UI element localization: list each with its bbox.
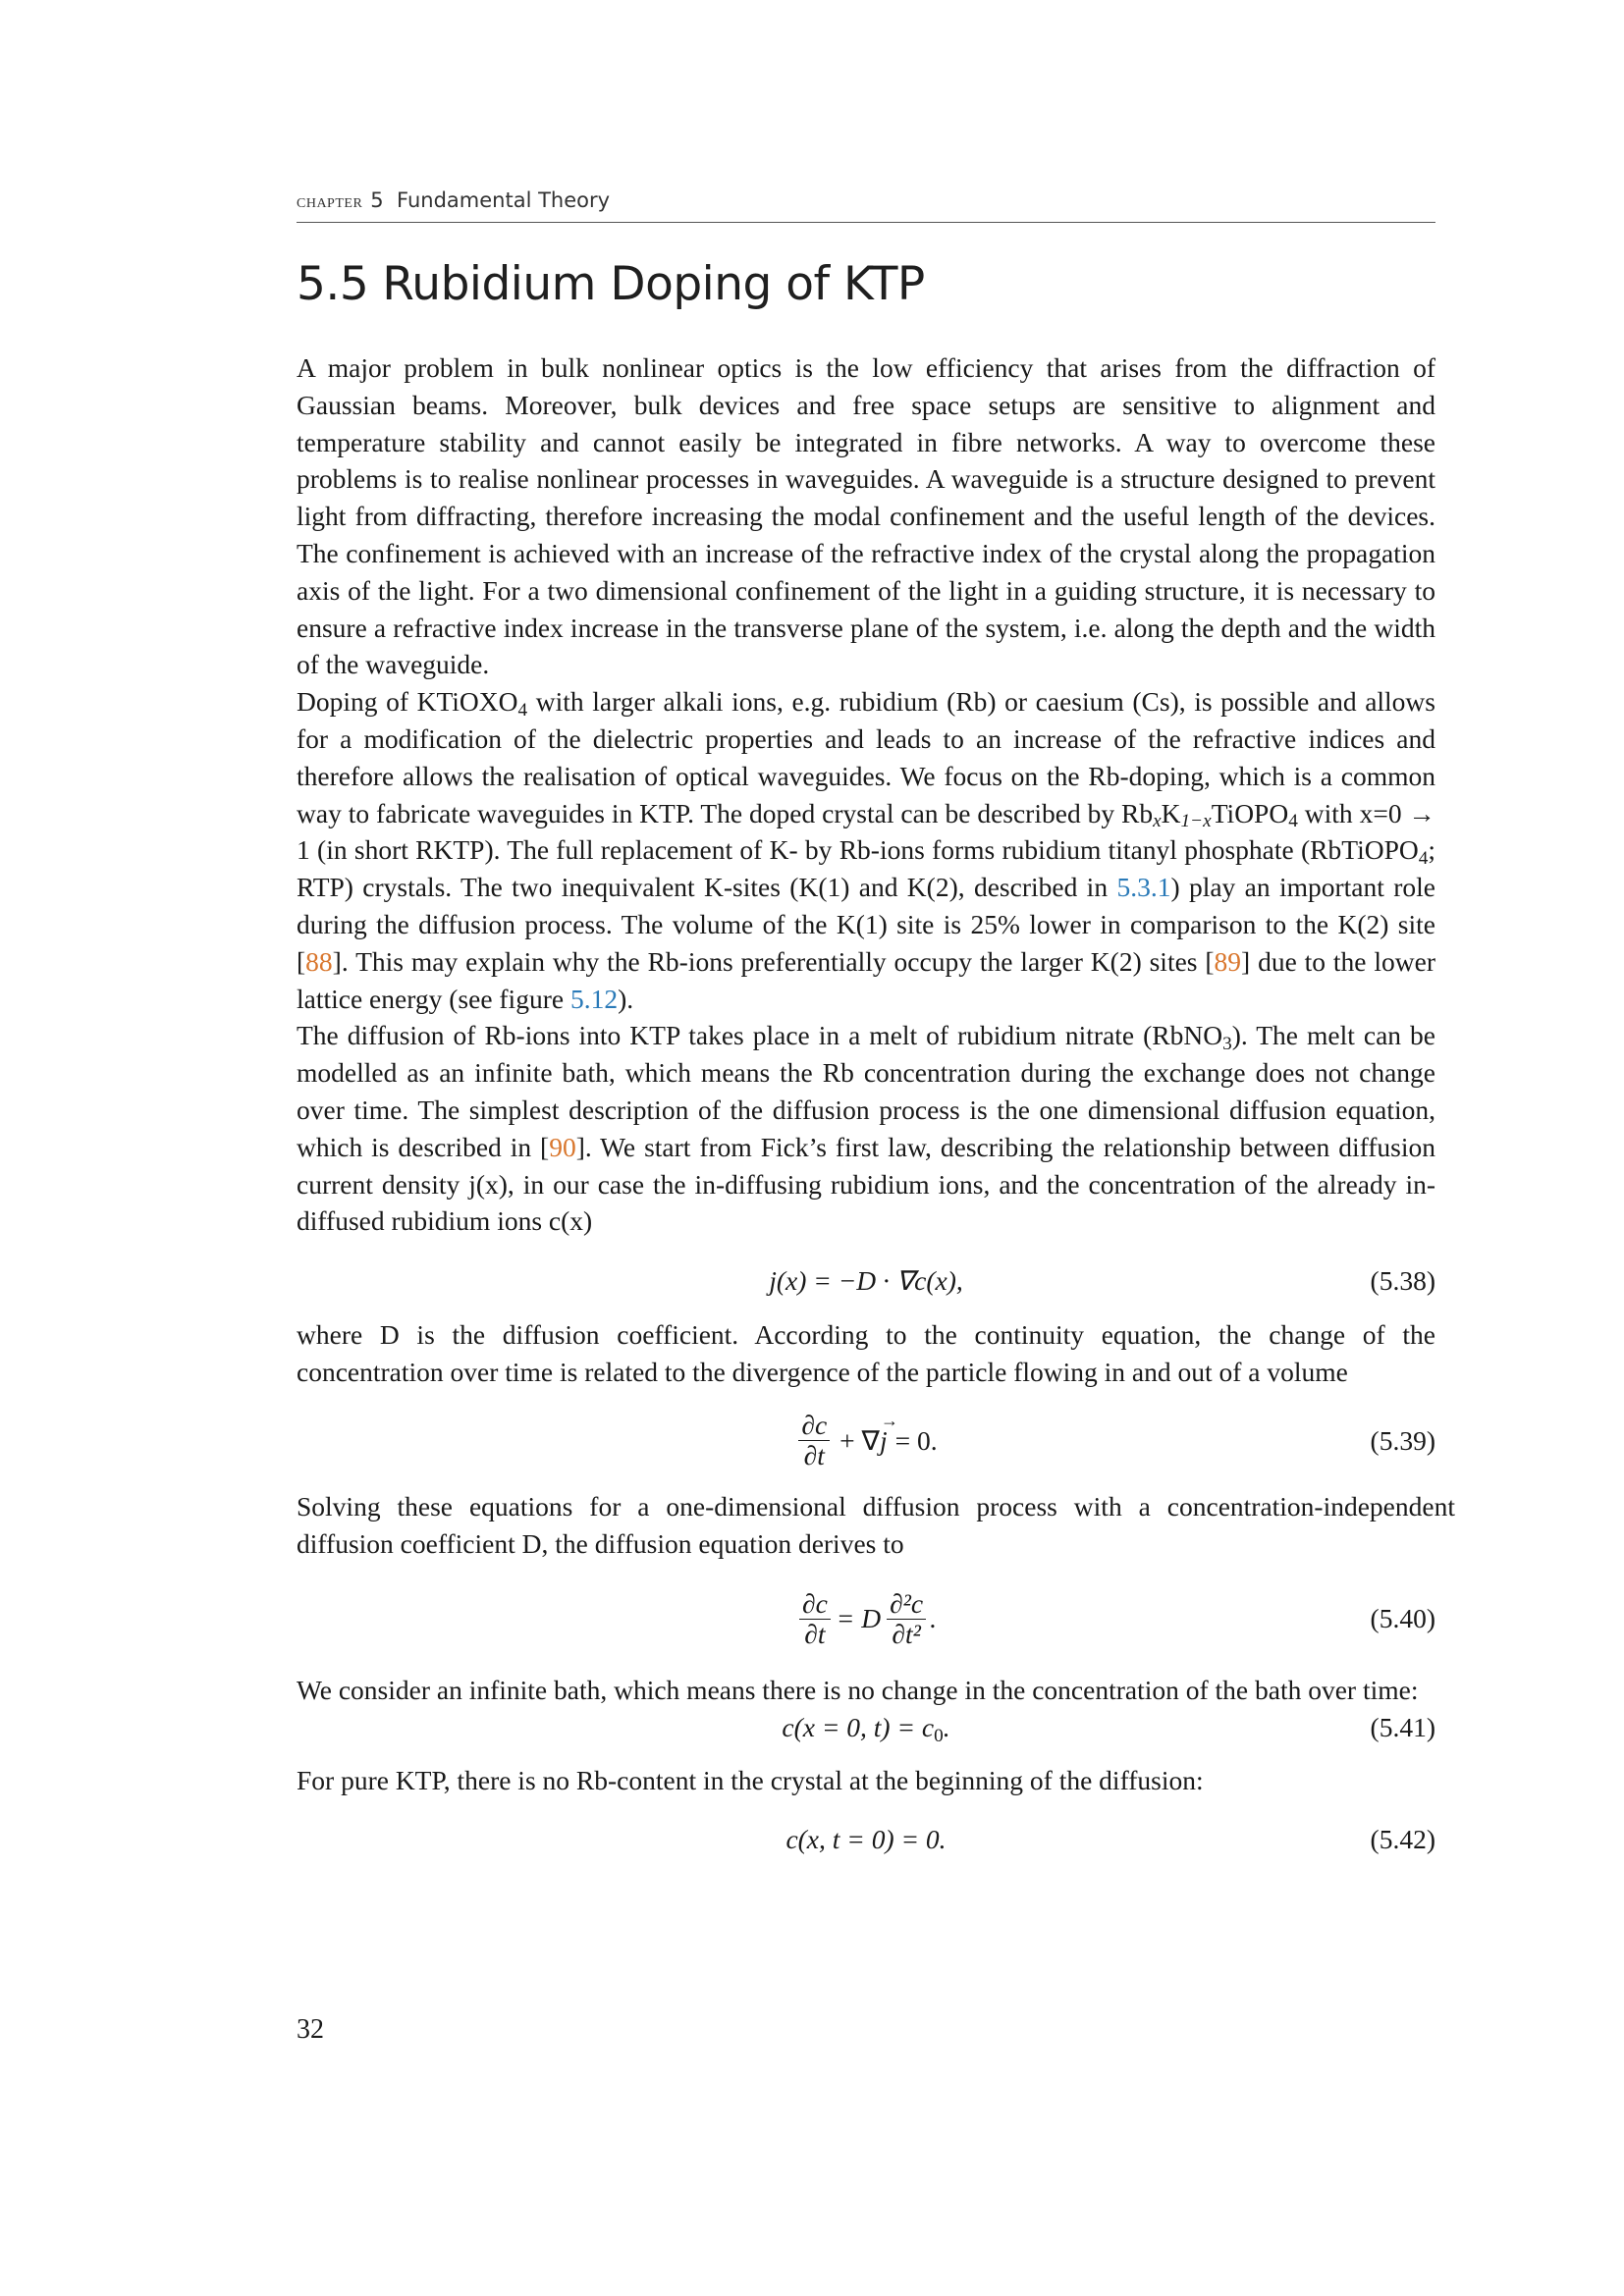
figure-ref-link[interactable]: 5.12 (569, 983, 619, 1014)
subscript: 4 (1288, 811, 1298, 832)
paragraph-7: For pure KTP, there is no Rb-content in the crystal at the beginning of the diffusion: (297, 1765, 1204, 1796)
equation-number: (5.41) (1370, 1712, 1435, 1743)
equation-number: (5.42) (1370, 1824, 1435, 1855)
fraction-numerator: ∂²c (887, 1589, 926, 1620)
running-header (297, 188, 1435, 223)
citation-link[interactable]: 88 (305, 945, 333, 977)
fraction (887, 1589, 926, 1649)
fraction (798, 1411, 830, 1470)
text-run: K (1161, 797, 1181, 828)
text-run: ] due to the lower lattice energy (see figure (297, 945, 1435, 1014)
paragraph-4: where D is the diffusion coefficient. According to the continuity equation, the change of the concentration over time is related to the divergence of the particle flowing in and out of a volume (297, 1319, 1435, 1387)
subscript: 4 (517, 699, 528, 721)
fraction-denominator: ∂t (803, 1440, 825, 1471)
equation-5-42 (297, 1815, 1435, 1864)
text-run: ; RTP) crystals. The two inequivalent K-sites (K(1) and K(2), described in (297, 834, 1435, 903)
operator: = D (836, 1603, 882, 1634)
chapter-number: 5 (370, 188, 384, 212)
equation-5-40 (297, 1577, 1435, 1660)
equation-body (795, 1589, 937, 1649)
text-run: ). (618, 983, 634, 1014)
fraction-numerator: ∂c (798, 1411, 830, 1441)
equation-body: j(x) = −D · ∇c(x), (769, 1265, 963, 1297)
citation-link[interactable]: 89 (1214, 945, 1242, 977)
fraction-numerator: ∂c (799, 1589, 831, 1620)
equation-body: c(x, t = 0) = 0. (785, 1824, 947, 1854)
section-number: 5.5 (297, 257, 369, 311)
equation-number: (5.39) (1370, 1424, 1435, 1456)
chapter-title: Fundamental Theory (397, 188, 611, 212)
fraction-denominator: ∂t (804, 1618, 826, 1649)
subscript: 4 (1418, 848, 1429, 870)
citation-link[interactable]: 90 (549, 1131, 576, 1162)
text-run: ]. We start from Fick’s first law, describing the relationship between diffusion current density j(x), in our case the in-diffusing rubidium ions, and the concentration of the already in-diffused rubidium ions c(x) (297, 1131, 1435, 1237)
text-run: ) play an important role during the diffusion process. The volume of the K(1) site is 25% lower in comparison to the K(2) site [ (297, 872, 1436, 977)
equation-text: c(x = 0, t) = c (782, 1712, 935, 1743)
equation-5-41 (297, 1709, 1435, 1746)
text-run: Doping of KTiOXO (297, 686, 518, 718)
subscript: 3 (1222, 1034, 1232, 1055)
operator: . (930, 1603, 937, 1634)
operator: + ∇ (839, 1424, 880, 1456)
fraction (799, 1589, 831, 1649)
text-run: TiOPO (1211, 797, 1289, 828)
body-text (297, 349, 1455, 1864)
equation-body (794, 1411, 937, 1470)
text-run: ). The melt can be modelled as an infinite bath, which means the Rb concentration during the exchange does not change over time. The simplest description of the diffusion process is the one dimensional diffusion equation, which is described in [ (297, 1020, 1435, 1162)
page-number: 32 (297, 2014, 324, 2045)
equation-5-38 (297, 1256, 1435, 1306)
text-run: with x=0 → 1 (in short RKTP). The full replacement of K- by Rb-ions forms rubidium titanyl phosphate (RbTiOPO (297, 797, 1435, 866)
chapter-word: chapter (297, 190, 363, 212)
equation-number: (5.38) (1370, 1265, 1435, 1297)
paragraph-3 (297, 1017, 1435, 1240)
equation-number: (5.40) (1370, 1603, 1435, 1634)
paper-page (297, 0, 1455, 2296)
text-run: ]. This may explain why the Rb-ions preferentially occupy the larger K(2) sites [ (332, 945, 1215, 977)
operator: . (943, 1712, 950, 1743)
paragraph-5: Solving these equations for a one-dimensional diffusion process with a concentration-independent diffusion coefficient D, the diffusion equation derives to (297, 1490, 1455, 1559)
subscript: 1−x (1180, 811, 1212, 832)
paragraph-1: A major problem in bulk nonlinear optics is the low efficiency that arises from the diffraction of Gaussian beams. Moreover, bulk devices and free space setups are sensitive to alignment and temperature stability and cannot easily be integrated in fibre networks. A way to overcome these problems is to realise nonlinear processes in waveguides. A waveguide is a structure designed to prevent light from diffracting, therefore increasing the modal confinement and the useful length of the devices. The confinement is achieved with an increase of the refractive index of the crystal along the propagation axis of the light. For a two dimensional confinement of the light in a guiding structure, it is necessary to ensure a refractive index increase in the transverse plane of the system, i.e. along the depth and the width of the waveguide. (297, 352, 1435, 680)
paragraph-2 (297, 683, 1435, 1017)
section-title: Rubidium Doping of KTP (382, 257, 925, 311)
subscript: x (1153, 811, 1162, 832)
fraction-denominator: ∂t² (892, 1618, 921, 1649)
equation-5-39 (297, 1402, 1435, 1480)
text-run: The diffusion of Rb-ions into KTP takes place in a melt of rubidium nitrate (RbNO (297, 1020, 1223, 1051)
paragraph-6: We consider an infinite bath, which means there is no change in the concentration of the bath over time: (297, 1675, 1419, 1706)
operator: = 0. (894, 1424, 938, 1456)
subscript: 0 (934, 1726, 944, 1747)
equation-body (782, 1709, 949, 1746)
section-ref-link[interactable]: 5.3.1 (1116, 872, 1171, 903)
section-heading (297, 257, 925, 311)
text-run: with larger alkali ions, e.g. rubidium (Rb) or caesium (Cs), is possible and allows for a modification of the dielectric properties and leads to an increase of the refractive indices and therefore allows the realisation of optical waveguides. We focus on the Rb-doping, which is a common way to fabricate waveguides in KTP. The doped crystal can be described by Rb (297, 686, 1435, 828)
vector-j: → j (880, 1422, 888, 1460)
